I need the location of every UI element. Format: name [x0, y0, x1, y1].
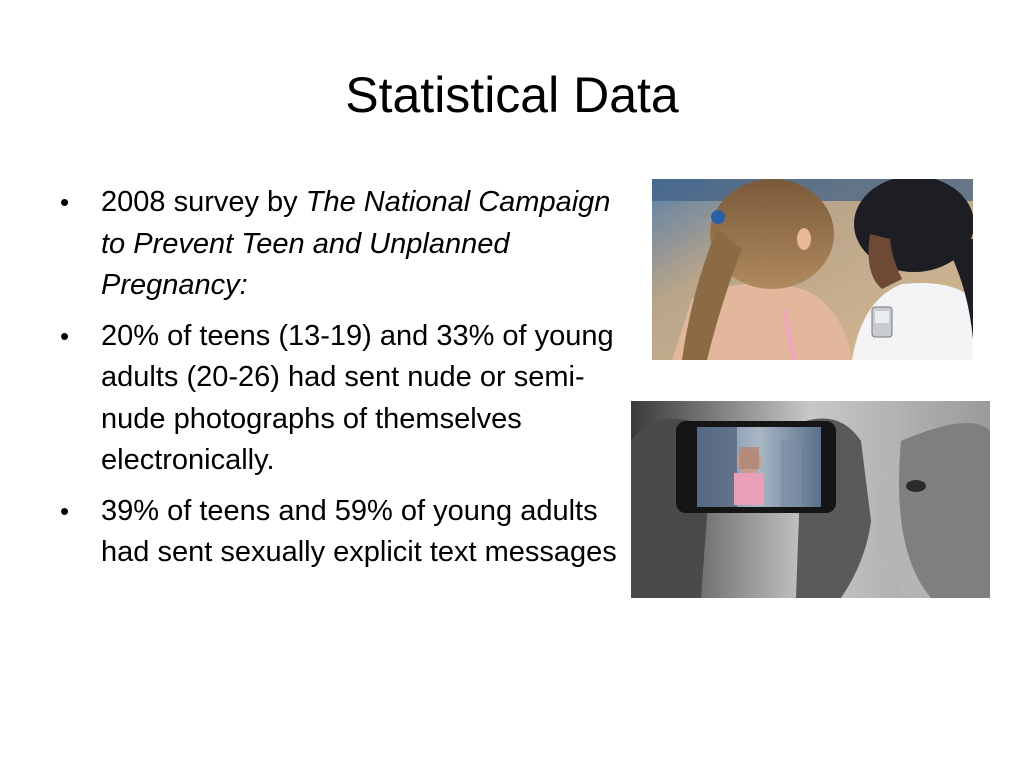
bullet-italic-text: The National Campaign to Prevent Teen and Unplanned Pregnancy:: [101, 186, 611, 301]
bullet-dot: •: [60, 495, 70, 526]
bullet-text: 20% of teens (13-19) and 33% of young adults (20-26) had sent nude or semi-nude photographs of themselves electronically.: [101, 319, 614, 476]
bullet-text: 2008 survey by: [101, 186, 306, 218]
hands-holding-phone-with-blurred-photo: [631, 401, 990, 598]
bullet-item: [58, 316, 618, 482]
bullet-text: 39% of teens and 59% of young adults had sent sexually explicit text messages: [101, 494, 617, 568]
slide-title: Statistical Data: [345, 67, 679, 123]
two-teen-girls-looking-at-phone-photo: [652, 179, 973, 360]
bullet-dot: •: [60, 320, 70, 351]
bullet-item: [58, 182, 618, 307]
bullet-list: [58, 182, 618, 583]
bullet-dot: •: [60, 187, 70, 217]
bullet-item: [58, 491, 618, 574]
